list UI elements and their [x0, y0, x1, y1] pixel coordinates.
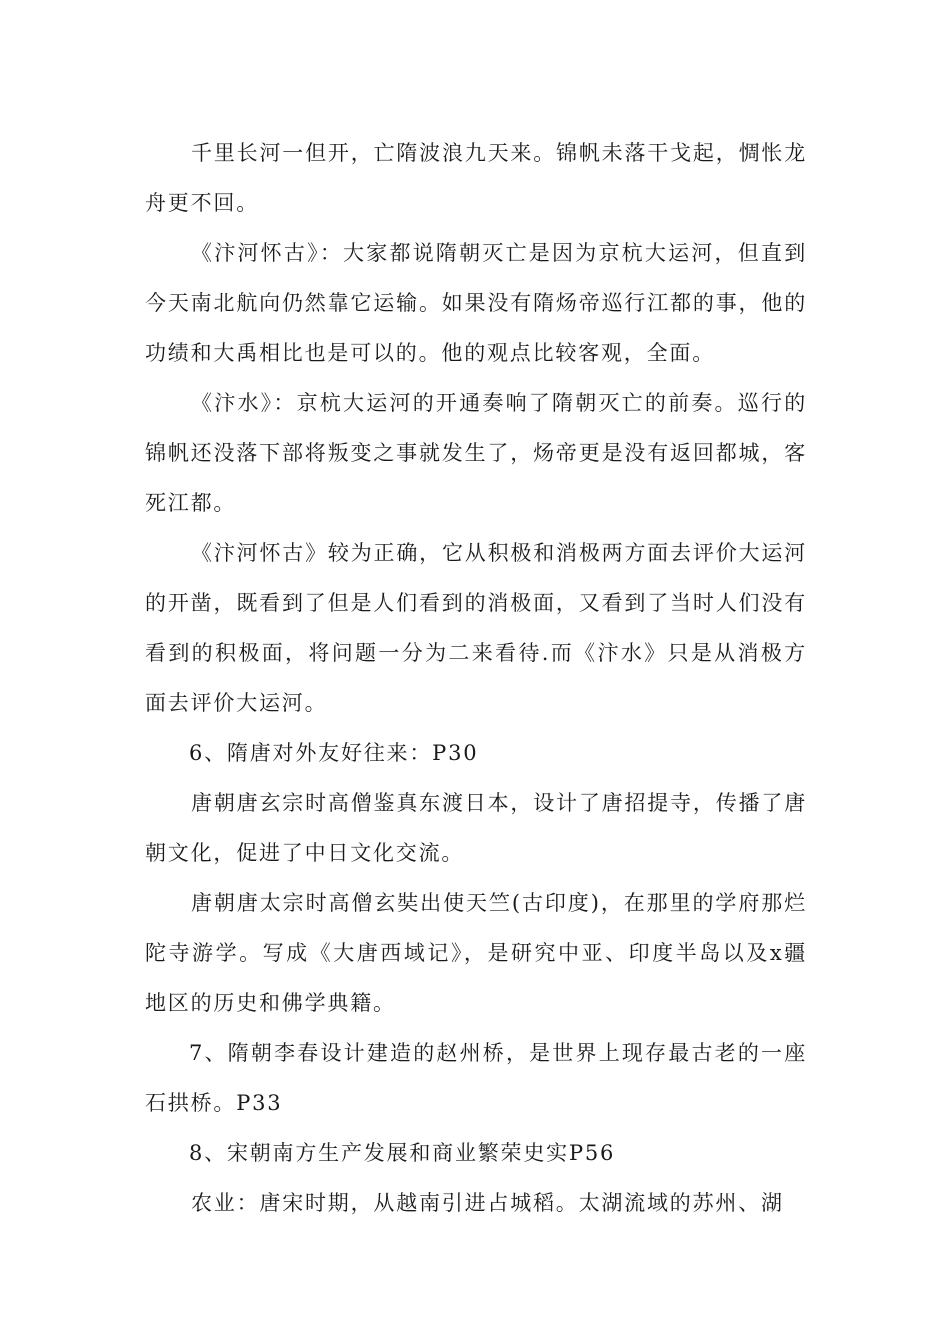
document-body: [145, 128, 807, 1228]
section-6-heading: 6、隋唐对外友好往来：P30: [189, 741, 479, 765]
xuanzang-paragraph: 唐朝唐太宗时高僧玄奘出使天竺(古印度)，在那里的学府那烂陀寺游学。写成《大唐西域记》，是研究中亚、印度半岛以及x疆地区的历史和佛学典籍。: [145, 891, 807, 1015]
agriculture-paragraph: 农业：唐宋时期，从越南引进占城稻。太湖流域的苏州、湖: [191, 1191, 784, 1215]
comparison-paragraph: 《汴河怀古》较为正确，它从积极和消极两方面去评价大运河的开凿，既看到了但是人们看到的消极面，又看到了当时人们没有看到的积极面，将问题一分为二来看待.而《汴水》只是从消极方面去评价大运河。: [145, 541, 807, 715]
bianshui-paragraph: 《汴水》：京杭大运河的开通奏响了隋朝灭亡的前奏。巡行的锦帆还没落下部将叛变之事就发生了，炀帝更是没有返回都城，客死江都。: [145, 391, 807, 515]
jianzhen-paragraph: 唐朝唐玄宗时高僧鉴真东渡日本，设计了唐招提寺，传播了唐朝文化，促进了中日文化交流。: [145, 791, 807, 865]
bianhe-huaigu-paragraph: 《汴河怀古》：大家都说隋朝灭亡是因为京杭大运河，但直到今天南北航向仍然靠它运输。如果没有隋炀帝巡行江都的事，他的功绩和大禹相比也是可以的。他的观点比较客观，全面。: [145, 241, 807, 365]
section-8-heading: 8、宋朝南方生产发展和商业繁荣史实P56: [189, 1141, 616, 1165]
poem-paragraph: 千里长河一但开，亡隋波浪九天来。锦帆未落干戈起，惆怅龙舟更不回。: [145, 141, 807, 215]
section-7-paragraph: 7、隋朝李春设计建造的赵州桥，是世界上现存最古老的一座石拱桥。P33: [145, 1041, 807, 1115]
